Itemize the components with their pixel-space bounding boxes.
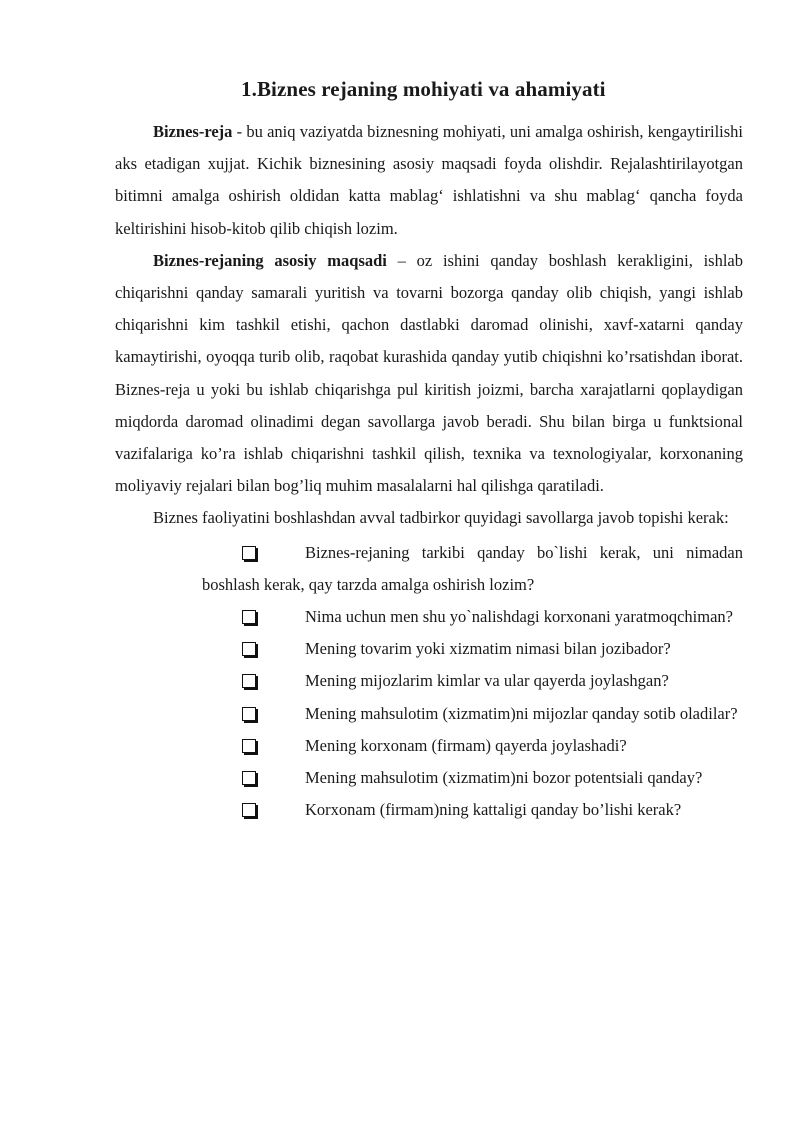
checkbox-icon [242, 707, 256, 721]
list-item-text: Nima uchun men shu yo`nalishdagi korxonani yaratmoqchiman? [305, 607, 733, 627]
checkbox-icon [242, 803, 256, 817]
paragraph-questions-intro [115, 502, 743, 534]
list-item [202, 698, 743, 730]
paragraph-text: – oz ishini qanday boshlash kerakligini, ishlab chiqarishni qanday samarali yuritish va tovarni bozorga qanday olib chiqish, yangi ishlab chiqarishni kim tashkil etishi, qachon dastlabki daromad olinishi, xavf-xatarni qanday kamaytirishi, oyoqqa turib olib, raqobat kurashida qanday yutib chiqishni ko’rsatishdan iborat. Biznes-reja u yoki bu ishlab chiqarishga pul kiritish joizmi, barcha xarajatlarni qoplaydigan miqdorda daromad olinadimi degan savollarga javob beradi. Shu bilan birga u funktsional vazifalariga ko’ra ishlab chiqarishni tashkil qilish, texnika va texnologiyalar, korxonaning moliyaviy rejalari bilan bog’liq muhim masalalarni hal qilishga qaratiladi. [115, 250, 744, 496]
checkbox-icon [242, 610, 256, 624]
list-item [202, 794, 743, 826]
question-checklist [115, 537, 743, 827]
checkbox-icon [242, 642, 256, 656]
list-item-text: Mening mahsulotim (xizmatim)ni bozor potentsiali qanday? [305, 768, 703, 788]
paragraph-main-goal [115, 245, 743, 503]
list-item [202, 665, 743, 697]
list-item-text: Korxonam (firmam)ning kattaligi qanday bo’lishi kerak? [305, 800, 682, 820]
paragraph-text: Biznes faoliyatini boshlashdan avval tadbirkor quyidagi savollarga javob topishi kerak: [153, 508, 729, 528]
page-title: 1.Biznes rejaning mohiyati va ahamiyati [241, 77, 606, 101]
list-item [202, 601, 743, 633]
term-main-goal: Biznes-rejaning asosiy maqsadi [153, 250, 387, 270]
list-item [202, 537, 743, 601]
list-item [202, 633, 743, 665]
paragraph-text: - bu aniq vaziyatda biznesning mohiyati, uni amalga oshirish, kengaytirilishi aks etadigan xujjat. Kichik biznesining asosiy maqsadi foyda olishdir. Rejalashtirilayotgan bitimni amalga oshirish oldidan katta mablag‘ ishlatishni va shu mablag‘ qancha foyda keltirishini hisob-kitob qilib chiqish lozim. [115, 122, 743, 238]
list-item-text: Mening mijozlarim kimlar va ular qayerda joylashgan? [305, 671, 669, 691]
list-item [202, 762, 743, 794]
checkbox-icon [242, 546, 256, 560]
list-item [202, 730, 743, 762]
checkbox-icon [242, 771, 256, 785]
list-item-text: Mening mahsulotim (xizmatim)ni mijozlar qanday sotib oladilar? [305, 703, 738, 723]
list-item-text: Mening tovarim yoki xizmatim nimasi bilan jozibador? [305, 639, 671, 659]
paragraph-definition [115, 116, 743, 245]
list-item-text: Biznes-rejaning tarkibi qanday bo`lishi kerak, uni nimadan boshlash kerak, qay tarzda amalga oshirish lozim? [202, 542, 743, 594]
term-biznes-reja: Biznes-reja [153, 122, 233, 141]
list-item-text: Mening korxonam (firmam) qayerda joylashadi? [305, 735, 627, 755]
document-page [115, 74, 743, 826]
checkbox-icon [242, 739, 256, 753]
checkbox-icon [242, 674, 256, 688]
